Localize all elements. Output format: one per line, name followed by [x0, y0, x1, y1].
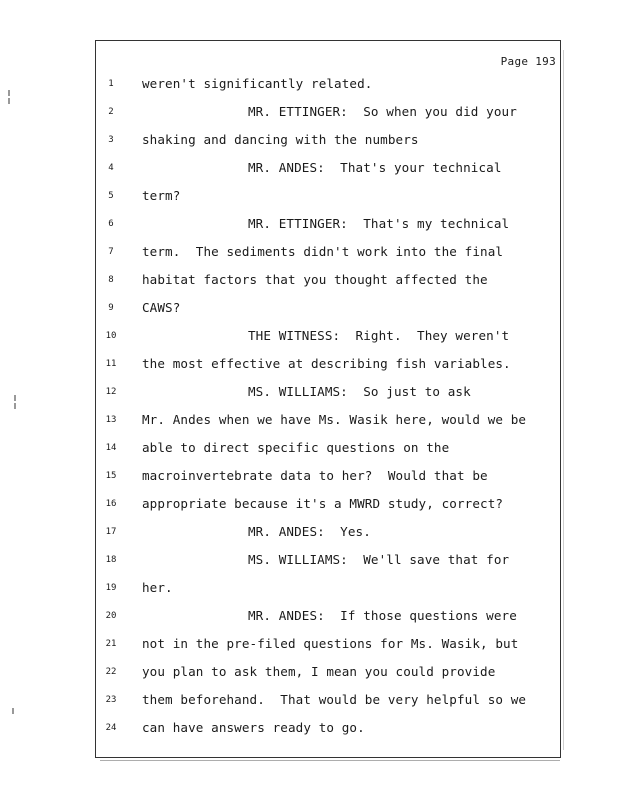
transcript-line — [0, 300, 618, 320]
line-number: 21 — [105, 639, 117, 649]
scan-mark — [12, 708, 14, 714]
line-text: MR. ETTINGER: So when you did your — [248, 104, 517, 119]
transcript-line — [0, 76, 618, 96]
transcript-line — [0, 720, 618, 740]
line-text: habitat factors that you thought affected the — [142, 272, 488, 287]
line-number: 15 — [105, 471, 117, 481]
transcript-line — [0, 356, 618, 376]
line-text: MR. ANDES: Yes. — [248, 524, 371, 539]
scan-mark — [14, 395, 16, 401]
line-text: can have answers ready to go. — [142, 720, 365, 735]
line-number: 22 — [105, 667, 117, 677]
transcript-line — [0, 692, 618, 712]
line-number: 20 — [105, 611, 117, 621]
line-text: THE WITNESS: Right. They weren't — [248, 328, 510, 343]
line-text: macroinvertebrate data to her? Would that be — [142, 468, 488, 483]
transcript-line — [0, 104, 618, 124]
line-number: 3 — [108, 135, 114, 145]
line-number: 17 — [105, 527, 117, 537]
line-text: Mr. Andes when we have Ms. Wasik here, would we be — [142, 412, 527, 427]
line-text: able to direct specific questions on the — [142, 440, 450, 455]
line-number: 1 — [108, 79, 114, 89]
transcript-line — [0, 160, 618, 180]
transcript-line — [0, 608, 618, 628]
line-text: MR. ANDES: If those questions were — [248, 608, 517, 623]
line-number: 23 — [105, 695, 117, 705]
line-number: 4 — [108, 163, 114, 173]
transcript-line — [0, 496, 618, 516]
line-number: 14 — [105, 443, 117, 453]
line-text: not in the pre-filed questions for Ms. Wasik, but — [142, 636, 519, 651]
line-number: 16 — [105, 499, 117, 509]
line-number: 24 — [105, 723, 117, 733]
transcript-line — [0, 524, 618, 544]
transcript-line — [0, 664, 618, 684]
transcript-line — [0, 272, 618, 292]
transcript-line — [0, 412, 618, 432]
transcript-line — [0, 384, 618, 404]
line-text: term. The sediments didn't work into the final — [142, 244, 504, 259]
line-number: 13 — [105, 415, 117, 425]
line-text: MS. WILLIAMS: We'll save that for — [248, 552, 510, 567]
line-text: MR. ANDES: That's your technical — [248, 160, 502, 175]
line-number: 19 — [105, 583, 117, 593]
line-text: weren't significantly related. — [142, 76, 373, 91]
line-number: 5 — [108, 191, 114, 201]
line-number: 7 — [108, 247, 114, 257]
line-text: them beforehand. That would be very helpful so we — [142, 692, 527, 707]
transcript-line — [0, 440, 618, 460]
line-number: 12 — [105, 387, 117, 397]
line-number: 11 — [105, 359, 117, 369]
line-number: 10 — [105, 331, 117, 341]
scan-mark — [8, 98, 10, 104]
line-text: you plan to ask them, I mean you could provide — [142, 664, 496, 679]
transcript-line — [0, 244, 618, 264]
line-text: MR. ETTINGER: That's my technical — [248, 216, 510, 231]
transcript-line — [0, 188, 618, 208]
line-text: appropriate because it's a MWRD study, correct? — [142, 496, 504, 511]
transcript-line — [0, 468, 618, 488]
transcript-line — [0, 636, 618, 656]
scan-mark — [8, 90, 10, 96]
line-number: 9 — [108, 303, 114, 313]
transcript-line — [0, 132, 618, 152]
line-text: CAWS? — [142, 300, 181, 315]
line-number: 8 — [108, 275, 114, 285]
line-text: shaking and dancing with the numbers — [142, 132, 419, 147]
transcript-line — [0, 552, 618, 572]
line-number: 2 — [108, 107, 114, 117]
transcript-line — [0, 216, 618, 236]
line-text: her. — [142, 580, 173, 595]
scan-mark — [14, 403, 16, 409]
line-number: 18 — [105, 555, 117, 565]
transcript-line — [0, 580, 618, 600]
line-text: the most effective at describing fish variables. — [142, 356, 511, 371]
line-text: MS. WILLIAMS: So just to ask — [248, 384, 471, 399]
page-number: Page 193 — [500, 55, 556, 68]
transcript-line — [0, 328, 618, 348]
line-text: term? — [142, 188, 181, 203]
line-number: 6 — [108, 219, 114, 229]
